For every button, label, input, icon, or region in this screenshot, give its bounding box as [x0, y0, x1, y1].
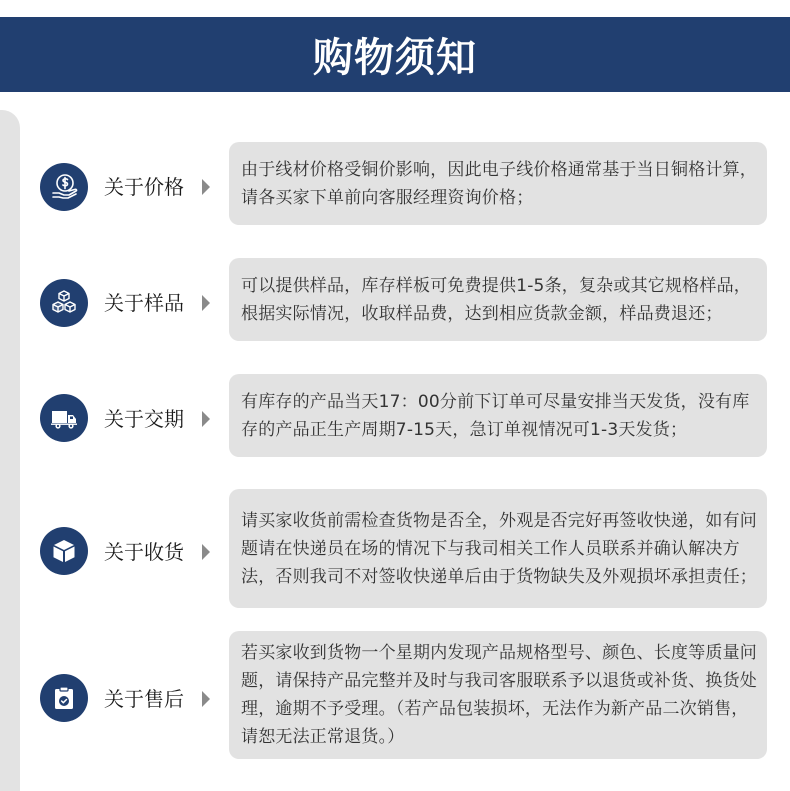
cubes-icon [40, 279, 88, 327]
section-text: 由于线材价格受铜价影响，因此电子线价格通常基于当日铜格计算，请各买家下单前向客服经理资询价格； [241, 159, 757, 208]
section-label: 关于售后 [104, 687, 184, 711]
section-text-box [229, 142, 767, 225]
chevron-right-icon [202, 411, 210, 427]
section-text: 有库存的产品当天17：00分前下订单可尽量安排当天发货，没有库存的产品正生产周期7-15天，急订单视情况可1-3天发货； [241, 391, 750, 440]
chevron-right-icon [202, 179, 210, 195]
section-text-box [229, 631, 767, 759]
section-text-box [229, 489, 767, 608]
section-label: 关于价格 [104, 175, 184, 199]
section-label: 关于交期 [104, 407, 184, 431]
truck-icon [40, 394, 88, 442]
section-text-box [229, 258, 767, 341]
section-text-box [229, 374, 767, 457]
page-title: 购物须知 [313, 35, 477, 81]
section-text: 可以提供样品，库存样板可免费提供1-5条，复杂或其它规格样品，根据实际情况，收取样品费，达到相应货款金额，样品费退还； [241, 275, 751, 324]
section-text: 请买家收货前需检查货物是否全，外观是否完好再签收快递，如有问题请在快递员在场的情况下与我司相关工作人员联系并确认解决方法，否则我司不对签收快递单后由于货物缺失及外观损坏承担责任； [241, 510, 757, 587]
chevron-right-icon [202, 691, 210, 707]
left-decorative-strip [0, 110, 20, 791]
money-hand-icon [40, 163, 88, 211]
chevron-right-icon [202, 544, 210, 560]
chevron-right-icon [202, 295, 210, 311]
box-icon [40, 527, 88, 575]
header-banner [0, 17, 790, 92]
section-label: 关于收货 [104, 540, 184, 564]
section-label: 关于样品 [104, 291, 184, 315]
section-text: 若买家收到货物一个星期内发现产品规格型号、颜色、长度等质量问题，请保持产品完整并及时与我司客服联系予以退货或补货、换货处理，逾期不予受理。（若产品包装损坏，无法作为新产品二次销售，请恕无法正常退货。） [241, 643, 757, 747]
clipboard-check-icon [40, 674, 88, 722]
